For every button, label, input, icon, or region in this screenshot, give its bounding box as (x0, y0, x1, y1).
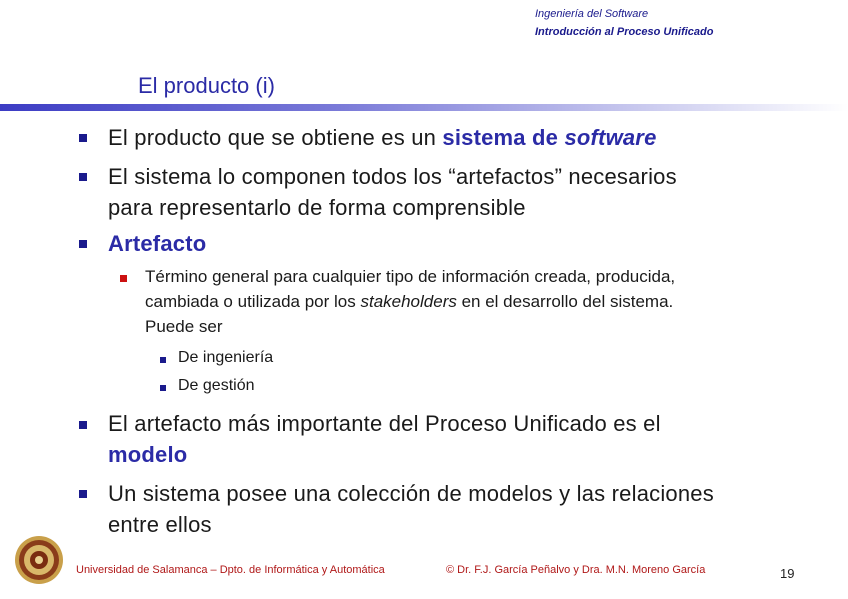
bullet-text: Un sistema posee una colección de modelos y las relaciones (108, 481, 714, 506)
university-seal-icon (14, 535, 64, 585)
italic-term: stakeholders (360, 292, 457, 311)
subsub-bullet-item: De ingeniería (178, 349, 274, 366)
emphasis-italic: software (564, 125, 657, 150)
topic-header: Introducción al Proceso Unificado (535, 26, 714, 38)
sub-bullet-item (145, 264, 835, 339)
footer-institution: Universidad de Salamanca – Dpto. de Informática y Automática (76, 564, 385, 576)
emphasis-text: modelo (108, 442, 188, 467)
bullet-item (108, 478, 828, 540)
bullet-text: El artefacto más importante del Proceso Unificado es el (108, 411, 661, 436)
bullet-square-icon (79, 134, 87, 142)
footer-copyright: © Dr. F.J. García Peñalvo y Dra. M.N. Moreno García (446, 564, 706, 576)
subsub-bullet-square-icon (160, 385, 166, 391)
title-underline-bar (0, 104, 848, 111)
sub-bullet-text: Término general para cualquier tipo de información creada, producida, (145, 267, 676, 286)
bullet-square-icon (79, 173, 87, 181)
course-header: Ingeniería del Software (535, 8, 649, 20)
bullet-item (108, 228, 828, 259)
bullet-text: El producto que se obtiene es un (108, 125, 443, 150)
subsub-bullet-item: De gestión (178, 377, 255, 394)
sub-bullet-square-icon (120, 275, 127, 282)
emphasis-text: sistema de software (442, 125, 657, 150)
bullet-text: entre ellos (108, 512, 212, 537)
bullet-square-icon (79, 490, 87, 498)
subsub-bullet-square-icon (160, 357, 166, 363)
bullet-item (108, 408, 828, 470)
bullet-item (108, 161, 828, 223)
sub-bullet-text: cambiada o utilizada por los stakeholders en el desarrollo del sistema. (145, 292, 674, 311)
bullet-text: El sistema lo componen todos los “artefactos” necesarios (108, 164, 677, 189)
bullet-square-icon (79, 240, 87, 248)
page-number: 19 (780, 566, 795, 581)
bullet-item (108, 122, 828, 153)
slide-title: El producto (i) (138, 73, 275, 98)
emphasis-text: Artefacto (108, 231, 207, 256)
bullet-square-icon (79, 421, 87, 429)
sub-bullet-text: Puede ser (145, 317, 223, 336)
bullet-text: para representarlo de forma comprensible (108, 195, 526, 220)
